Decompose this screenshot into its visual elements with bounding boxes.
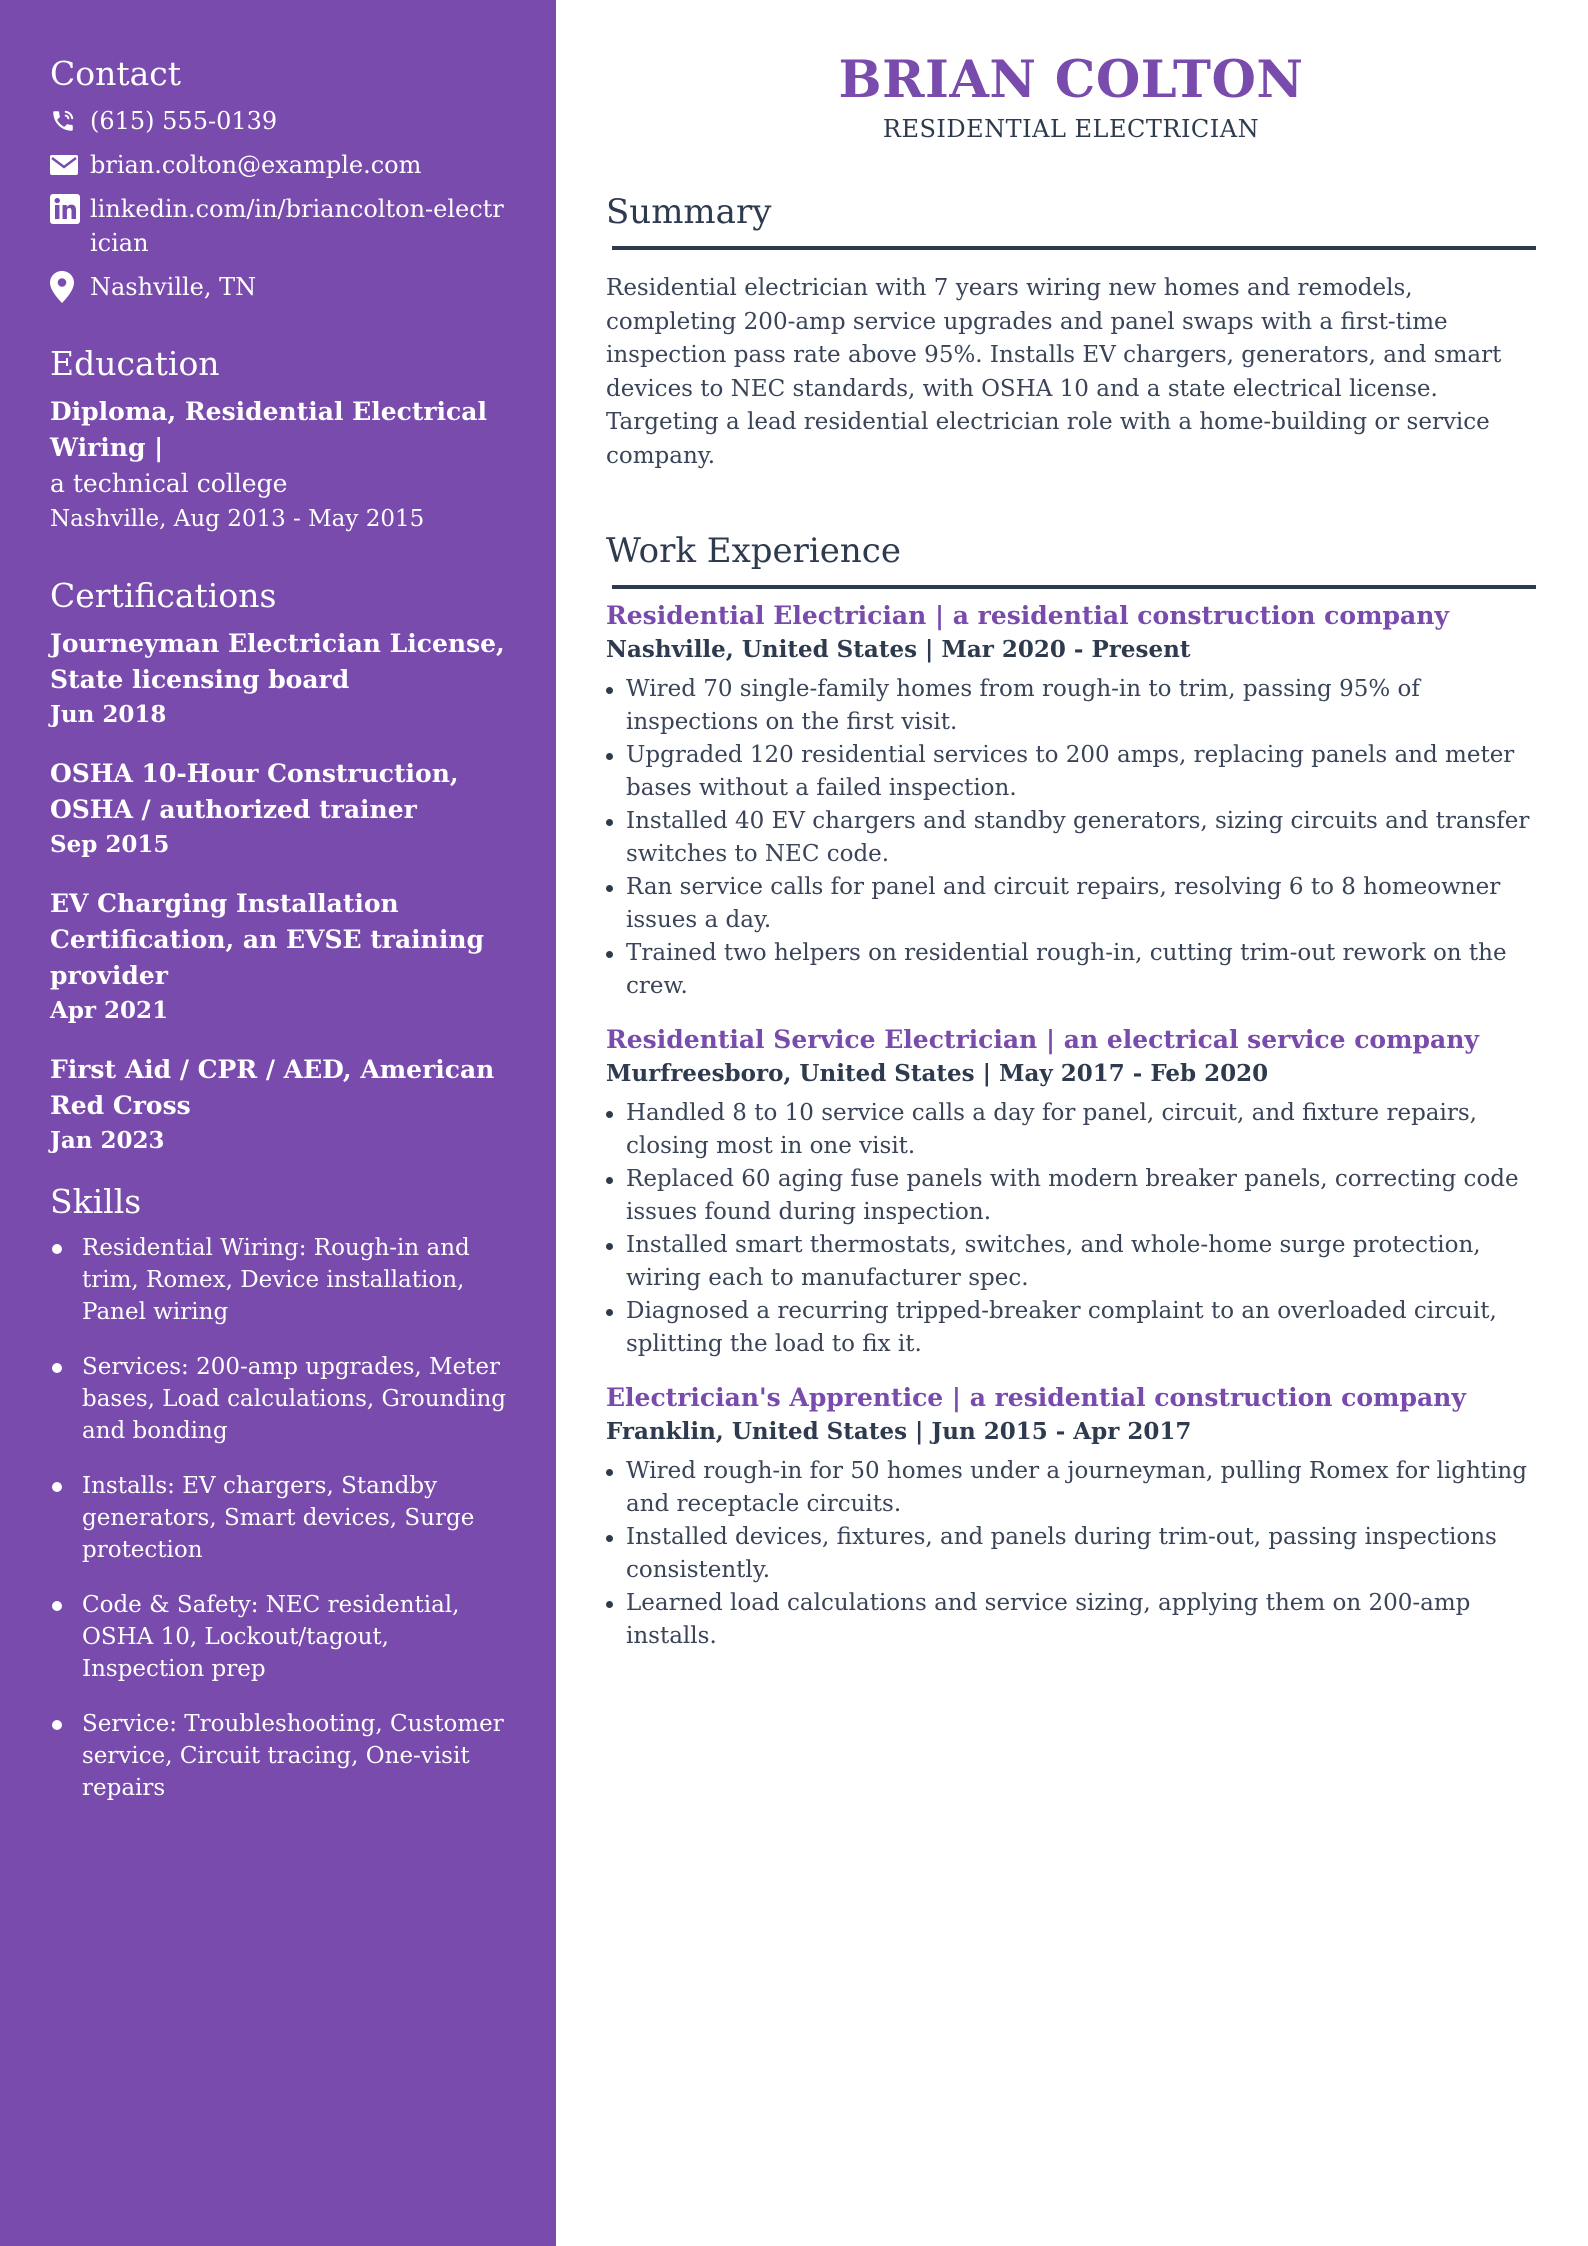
contact-phone bbox=[50, 104, 506, 138]
job-meta: Franklin, United States | Jun 2015 - Apr 2017 bbox=[606, 1418, 1192, 1445]
certification-item bbox=[50, 886, 506, 1028]
summary-text: Residential electrician with 7 years wiring new homes and remodels, completing 200-amp service upgrades and panel swaps with a first-time inspection pass rate above 95%. Installs EV chargers, generators, and smart devices to NEC standards, with OSHA 10 and a state electrical license. Targeting a lead residential electrician role with a home-building or service company. bbox=[606, 275, 1502, 469]
skill-item: Service: Troubleshooting, Customer service, Circuit tracing, One-visit repairs bbox=[50, 1708, 506, 1804]
section-divider bbox=[612, 585, 1536, 589]
job-bullet: Replaced 60 aging fuse panels with modern breaker panels, correcting code issues found during inspection. bbox=[606, 1163, 1536, 1229]
job-entry bbox=[606, 599, 1536, 1003]
education-meta: Nashville, Aug 2013 - May 2015 bbox=[50, 506, 425, 532]
skills-section bbox=[50, 1182, 506, 1804]
job-bullet: Trained two helpers on residential rough-in, cutting trim-out rework on the crew. bbox=[606, 937, 1536, 1003]
job-bullet: Ran service calls for panel and circuit repairs, resolving 6 to 8 homeowner issues a day. bbox=[606, 871, 1536, 937]
email-icon bbox=[50, 148, 90, 182]
job-entry bbox=[606, 1023, 1536, 1361]
phone-text[interactable]: (615) 555-0139 bbox=[90, 107, 278, 135]
job-bullet: Wired 70 single-family homes from rough-in to trim, passing 95% of inspections on the first visit. bbox=[606, 673, 1536, 739]
education-heading: Education bbox=[50, 344, 220, 383]
skills-list bbox=[50, 1232, 506, 1804]
contact-heading: Contact bbox=[50, 54, 182, 93]
certification-item bbox=[50, 626, 506, 732]
job-title: Residential Service Electrician | an electrical service company bbox=[606, 1025, 1479, 1054]
job-meta: Nashville, United States | Mar 2020 - Present bbox=[606, 636, 1191, 663]
contact-linkedin bbox=[50, 192, 506, 260]
email-text[interactable]: brian.colton@example.com bbox=[90, 151, 422, 179]
job-entry bbox=[606, 1381, 1536, 1653]
certification-date: Sep 2015 bbox=[50, 831, 170, 858]
summary-section bbox=[606, 190, 1536, 473]
job-bullets bbox=[606, 1097, 1536, 1361]
job-bullet: Handled 8 to 10 service calls a day for panel, circuit, and fixture repairs, closing most in one visit. bbox=[606, 1097, 1536, 1163]
location-text: Nashville, TN bbox=[90, 273, 257, 301]
person-name: BRIAN COLTON bbox=[838, 50, 1304, 110]
certification-date: Apr 2021 bbox=[50, 997, 169, 1024]
job-bullet: Wired rough-in for 50 homes under a journeyman, pulling Romex for lighting and receptacle circuits. bbox=[606, 1455, 1536, 1521]
skill-item: Code & Safety: NEC residential, OSHA 10, Lockout/tagout, Inspection prep bbox=[50, 1589, 506, 1685]
certification-date: Jan 2023 bbox=[50, 1127, 165, 1154]
certification-name: Journeyman Electrician License, State licensing board bbox=[50, 629, 505, 694]
contact-section bbox=[50, 54, 506, 304]
contact-email bbox=[50, 148, 506, 182]
education-school: a technical college bbox=[50, 469, 288, 498]
experience-section bbox=[606, 529, 1536, 1653]
education-section bbox=[50, 344, 506, 536]
education-degree: Diploma, Residential Electrical Wiring | bbox=[50, 397, 487, 462]
skill-item: Installs: EV chargers, Standby generators, Smart devices, Surge protection bbox=[50, 1470, 506, 1566]
job-bullets bbox=[606, 1455, 1536, 1653]
skill-item: Services: 200-amp upgrades, Meter bases, Load calculations, Grounding and bonding bbox=[50, 1351, 506, 1447]
job-bullet: Installed smart thermostats, switches, and whole-home surge protection, wiring each to manufacturer spec. bbox=[606, 1229, 1536, 1295]
certification-name: EV Charging Installation Certification, an EVSE training provider bbox=[50, 889, 485, 990]
phone-icon bbox=[50, 104, 90, 138]
certification-name: OSHA 10-Hour Construction, OSHA / authorized trainer bbox=[50, 759, 459, 824]
job-bullet: Diagnosed a recurring tripped-breaker complaint to an overloaded circuit, splitting the load to fix it. bbox=[606, 1295, 1536, 1361]
certification-item bbox=[50, 756, 506, 862]
experience-heading: Work Experience bbox=[606, 531, 901, 571]
main-content bbox=[606, 0, 1536, 1673]
job-bullet: Upgraded 120 residential services to 200 amps, replacing panels and meter bases without a failed inspection. bbox=[606, 739, 1536, 805]
section-divider bbox=[612, 246, 1536, 250]
job-bullets bbox=[606, 673, 1536, 1003]
skills-heading: Skills bbox=[50, 1182, 142, 1221]
location-pin-icon bbox=[50, 270, 90, 304]
certifications-section bbox=[50, 576, 506, 1158]
resume-header bbox=[606, 0, 1536, 146]
person-title: RESIDENTIAL ELECTRICIAN bbox=[882, 115, 1260, 143]
job-title: Residential Electrician | a residential construction company bbox=[606, 601, 1449, 630]
job-bullet: Installed 40 EV chargers and standby generators, sizing circuits and transfer switches to NEC code. bbox=[606, 805, 1536, 871]
job-bullet: Installed devices, fixtures, and panels during trim-out, passing inspections consistently. bbox=[606, 1521, 1536, 1587]
job-meta: Murfreesboro, United States | May 2017 - Feb 2020 bbox=[606, 1060, 1269, 1087]
contact-location bbox=[50, 270, 506, 304]
certifications-heading: Certifications bbox=[50, 576, 277, 615]
job-title: Electrician's Apprentice | a residential construction company bbox=[606, 1383, 1466, 1412]
linkedin-text[interactable]: linkedin.com/in/briancolton-electrician bbox=[90, 195, 504, 257]
skill-item: Residential Wiring: Rough-in and trim, Romex, Device installation, Panel wiring bbox=[50, 1232, 506, 1328]
linkedin-icon bbox=[50, 192, 90, 226]
certification-date: Jun 2018 bbox=[50, 701, 167, 728]
summary-heading: Summary bbox=[606, 192, 772, 232]
certification-name: First Aid / CPR / AED, American Red Cross bbox=[50, 1055, 495, 1120]
sidebar bbox=[0, 0, 556, 2246]
job-bullet: Learned load calculations and service sizing, applying them on 200-amp installs. bbox=[606, 1587, 1536, 1653]
certification-item bbox=[50, 1052, 506, 1158]
